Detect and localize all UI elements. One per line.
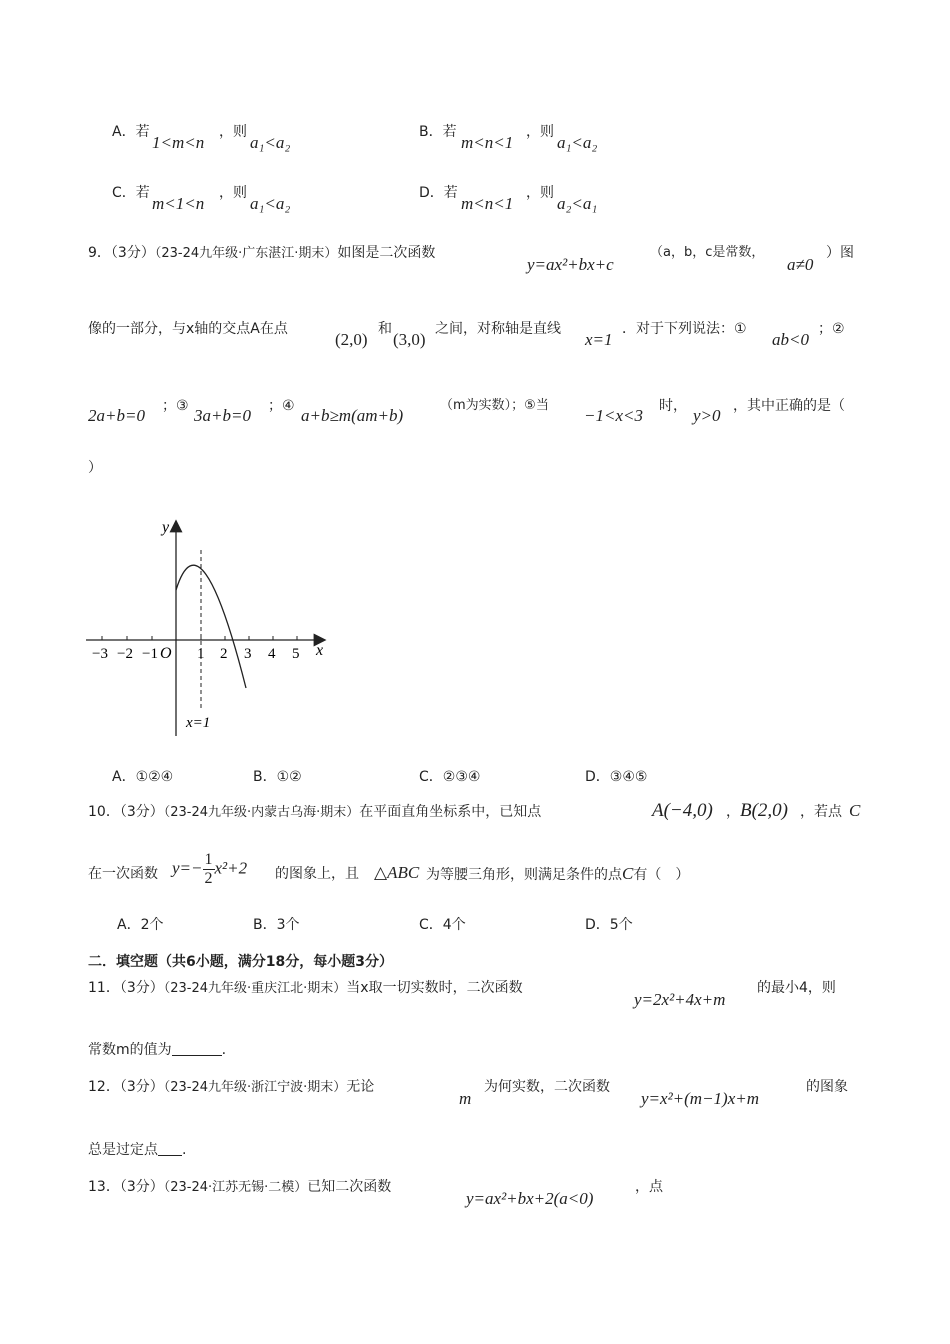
q9-option-c[interactable]: C．②③④ bbox=[419, 769, 481, 785]
q9-sep2: ；② bbox=[818, 321, 845, 337]
tick-label: −3 bbox=[92, 646, 108, 662]
q9-parabola-graph bbox=[80, 510, 340, 745]
q8-option-b[interactable]: B．若 bbox=[419, 124, 457, 140]
q8-option-b-condition: m<n<1 bbox=[461, 133, 514, 152]
q10-point-c: C bbox=[849, 801, 861, 820]
q9-statement-3: 3a+b=0 bbox=[194, 406, 251, 425]
origin-label: O bbox=[160, 645, 172, 662]
q10-triangle: △ABC bbox=[374, 863, 420, 882]
q8-option-d-result: a₂<a₁ bbox=[557, 194, 598, 213]
q11-header: 11．（3分）（23-24九年级·重庆江北·期末）当x取一切实数时，二次函数 bbox=[88, 980, 523, 996]
q9-option-b[interactable]: B．①② bbox=[253, 769, 302, 785]
tick-label: −1 bbox=[142, 646, 158, 662]
section-title: 二．填空题（共6小题，满分18分，每小题3分） bbox=[88, 954, 393, 970]
q10-line2a: 在一次函数 bbox=[88, 866, 158, 882]
q8-option-d[interactable]: D．若 bbox=[419, 185, 458, 201]
q9-statement-5b: y>0 bbox=[693, 406, 721, 425]
q9-statement-4: a+b≥m(am+b) bbox=[301, 406, 404, 425]
q9-line2c: ．对于下列说法：① bbox=[622, 321, 747, 337]
tick-label: 2 bbox=[220, 646, 228, 662]
q12-text3: 的图象 bbox=[806, 1079, 848, 1095]
q9-function: y=ax²+bx+c bbox=[527, 255, 614, 274]
answer-blank[interactable] bbox=[158, 1141, 182, 1156]
q9-statement-2: 2a+b=0 bbox=[88, 406, 145, 425]
q12-m: m bbox=[459, 1089, 472, 1108]
x-label: x bbox=[316, 642, 324, 659]
q9-line2b: 之间，对称轴是直线 bbox=[435, 321, 561, 337]
fraction-half: $\frac{1}{2}$ bbox=[204, 851, 213, 887]
q12-header: 12．（3分）（23-24九年级·浙江宁波·期末）无论 bbox=[88, 1079, 375, 1095]
q9-header: 9．（3分）（23-24九年级·广东湛江·期末）如图是二次函数 bbox=[88, 245, 436, 261]
q12-line2: 总是过定点 . bbox=[88, 1142, 187, 1158]
q9-axis-eq: x=1 bbox=[585, 330, 613, 349]
q8-option-a-then: ，则 bbox=[219, 124, 247, 140]
q9-he: 和 bbox=[378, 321, 392, 337]
q13-header: 13．（3分）（23-24·江苏无锡·二模）已知二次函数 bbox=[88, 1179, 392, 1195]
q13-function: y=ax²+bx+2(a<0) bbox=[466, 1189, 594, 1208]
tick-label: 1 bbox=[197, 646, 205, 662]
q11-line2: 常数m的值为 . bbox=[88, 1042, 227, 1058]
tick-label: 4 bbox=[268, 646, 276, 662]
answer-blank[interactable] bbox=[172, 1041, 222, 1056]
q10-line2b: 的图象上，且 bbox=[275, 866, 359, 882]
q8-option-d-then: ，则 bbox=[526, 185, 554, 201]
q9-option-d[interactable]: D．③④⑤ bbox=[585, 769, 648, 785]
q8-option-a[interactable]: A．若 bbox=[112, 124, 150, 140]
q8-option-d-condition: m<n<1 bbox=[461, 194, 514, 213]
q10-comma: ， bbox=[726, 804, 740, 820]
q10-header: 10．（3分）（23-24九年级·内蒙古乌海·期末）在平面直角坐标系中，已知点 bbox=[88, 804, 542, 820]
y-label: y bbox=[162, 519, 170, 536]
q10-option-a[interactable]: A．2个 bbox=[117, 917, 164, 933]
q8-option-c[interactable]: C．若 bbox=[112, 185, 150, 201]
q8-option-c-result: a₁<a₂ bbox=[250, 194, 291, 213]
q12-function: y=x²+(m−1)x+m bbox=[641, 1089, 759, 1108]
q9-shi: 时， bbox=[659, 398, 687, 414]
q9-constants-note: （a，b，c是常数， bbox=[650, 245, 765, 260]
q9-sep3: ；③ bbox=[162, 398, 189, 414]
tick-label: −2 bbox=[117, 646, 133, 662]
q9-point-20: (2,0) bbox=[335, 330, 368, 349]
q9-option-a[interactable]: A．①②④ bbox=[112, 769, 174, 785]
q10-point-a: A(−4,0) bbox=[652, 800, 713, 821]
q8-option-c-then: ，则 bbox=[219, 185, 247, 201]
parabola-curve bbox=[176, 565, 246, 688]
q10-point-b: B(2,0) bbox=[740, 800, 789, 821]
q9-s4-note: （m为实数）；⑤当 bbox=[440, 398, 549, 413]
q9-statement-1: ab<0 bbox=[772, 330, 809, 349]
q10-option-d[interactable]: D．5个 bbox=[585, 917, 633, 933]
q9-condition: a≠0 bbox=[787, 255, 814, 274]
q9-line2a: 像的一部分，与x轴的交点A在点 bbox=[88, 321, 288, 337]
symmetry-axis-label: x=1 bbox=[186, 715, 211, 731]
q10-line2c: 为等腰三角形，则满足条件的点C有（ ） bbox=[426, 864, 690, 883]
q9-sep4: ；④ bbox=[268, 398, 295, 414]
q10-option-c[interactable]: C．4个 bbox=[419, 917, 466, 933]
q12-text2: 为何实数，二次函数 bbox=[484, 1079, 610, 1095]
q8-option-b-result: a₁<a₂ bbox=[557, 133, 598, 152]
q10-text2: ，若点 bbox=[800, 804, 842, 820]
q10-option-b[interactable]: B．3个 bbox=[253, 917, 300, 933]
q9-tu: ）图 bbox=[826, 245, 854, 261]
q9-point-30: (3,0) bbox=[393, 330, 426, 349]
q9-statement-5: −1<x<3 bbox=[584, 406, 643, 425]
q9-end: ，其中正确的是（ bbox=[733, 398, 845, 414]
q11-text2: 的最小4，则 bbox=[757, 980, 836, 996]
q8-option-a-condition: 1<m<n bbox=[152, 133, 205, 152]
q10-function: y=− $\frac{1}{2}$ x²+2 bbox=[172, 851, 248, 887]
q9-close: ） bbox=[88, 460, 102, 476]
q8-option-c-condition: m<1<n bbox=[152, 194, 205, 213]
q8-option-a-result: a₁<a₂ bbox=[250, 133, 291, 152]
q8-option-b-then: ，则 bbox=[526, 124, 554, 140]
q11-function: y=2x²+4x+m bbox=[634, 990, 726, 1009]
q13-text2: ，点 bbox=[635, 1179, 663, 1195]
tick-label: 3 bbox=[244, 646, 252, 662]
tick-label: 5 bbox=[292, 646, 300, 662]
